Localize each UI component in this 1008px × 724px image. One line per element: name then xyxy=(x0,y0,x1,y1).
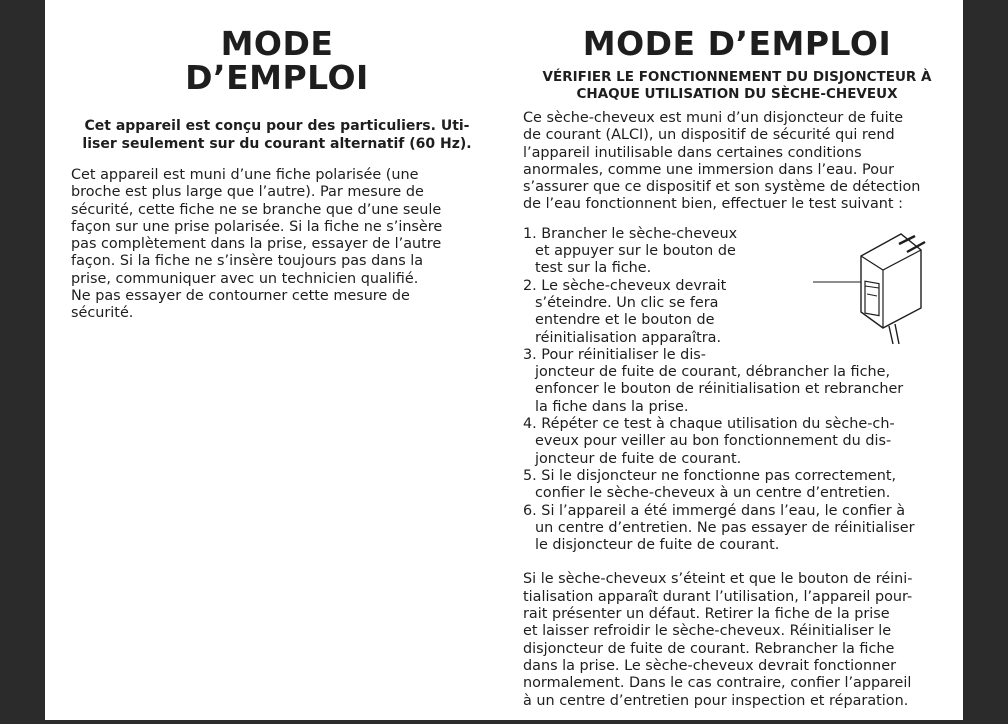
left-title xyxy=(71,24,483,97)
right-subtitle: VÉRIFIER LE FONCTIONNEMENT DU DISJONCTEUR À CHAQUE UTILISATION DU SÈCHE-CHEVEUX xyxy=(542,69,932,102)
right-closing-paragraph: Si le sèche-cheveux s’éteint et que le bouton de réini- tialisation apparaît durant l’utilisation, l’appareil pour- rait présenter un défaut. Retirer la fiche de la prise et laisser refroidir le sèche-cheveux. Réinitialiser le disjoncteur de fuite de courant. Rebrancher la fiche dans la prise. Le sèche-cheveux devrait fonctionner normalement. Dans le cas contraire, confier l’appareil à un centre d’entretien pour inspection et réparation. xyxy=(523,571,913,709)
step-6: 6. Si l’appareil a été immergé dans l’eau, le confier à un centre d’entretien. Ne pas essayer de réinitialiser le disjoncteur de fuite de courant. xyxy=(523,502,915,554)
step-1: 1. Brancher le sèche-cheveux et appuyer sur le bouton de test sur la fiche. xyxy=(523,225,738,277)
right-paragraph: Ce sèche-cheveux est muni d’un disjoncteur de fuite de courant (ALCI), un dispositif de sécurité qui rend l’appareil inutilisable dans certaines conditions anormales, comme une immersion dans l’eau. Pour s’assurer que ce dispositif et son système de détection de l’eau fonctionnent bien, effectuer le test suivant : xyxy=(523,110,921,213)
left-title-line1: MODE xyxy=(220,24,334,63)
step-3: 3. Pour réinitialiser le dis- joncteur de fuite de courant, débrancher la fiche, enfoncer le bouton de réinitialisation et rebrancher la fiche dans la prise. xyxy=(523,346,904,415)
left-paragraph: Cet appareil est muni d’une fiche polarisée (une broche est plus large que l’autre). Par mesure de sécurité, cette fiche ne se branche que d’une seule façon sur une prise polarisée. Si la fiche ne s’insère pas complètement dans la prise, essayer de l’autre façon. Si la fiche ne s’insère toujours pas dans la prise, communiquer avec un technicien qualifié. Ne pas essayer de contourner cette mesure de sécurité. xyxy=(71,167,443,322)
left-intro-bold: Cet appareil est conçu pour des particuliers. Uti- liser seulement sur du courant alternatif (60 Hz). xyxy=(82,118,472,152)
step-5: 5. Si le disjoncteur ne fonctionne pas correctement, confier le sèche-cheveux à un centre d’entretien. xyxy=(523,467,897,502)
manual-page xyxy=(45,0,963,720)
gfci-plug-illustration xyxy=(813,216,953,346)
step-4: 4. Répéter ce test à chaque utilisation du sèche-ch- eveux pour veiller au bon fonctionnement du dis- joncteur de fuite de courant. xyxy=(523,416,895,467)
right-column xyxy=(523,0,951,724)
left-column xyxy=(71,0,483,323)
left-title-line2: D’EMPLOI xyxy=(185,58,369,97)
step-2: 2. Le sèche-cheveux devrait s’éteindre. Un clic se fera entendre et le bouton de réinitialisation apparaîtra. xyxy=(523,277,727,346)
right-title: MODE D’EMPLOI xyxy=(582,24,892,63)
test-steps-list xyxy=(523,226,951,555)
